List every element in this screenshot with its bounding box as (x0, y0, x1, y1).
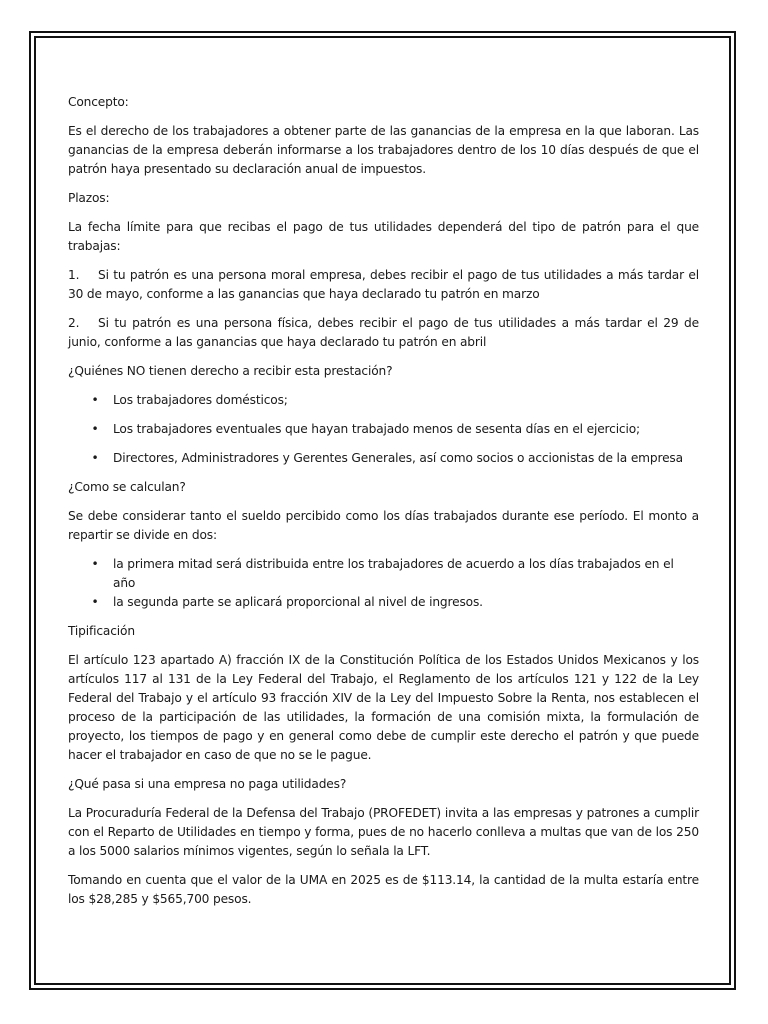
bullet-icon: • (91, 422, 99, 436)
multa-paragraph: Tomando en cuenta que el valor de la UMA en 2025 es de $113.14, la cantidad de la multa estaría entre los $28,285 y $565,700 pesos. (68, 873, 699, 906)
list-item-text: la segunda parte se aplicará proporcional al nivel de ingresos. (113, 595, 483, 609)
calculan-paragraph: Se debe considerar tanto el sueldo percibido como los días trabajados durante ese período. El monto a repartir se divide en dos: (68, 509, 699, 542)
list-item-text: Los trabajadores eventuales que hayan trabajado menos de sesenta días en el ejercicio; (113, 422, 640, 436)
list-item (68, 449, 699, 468)
list-item (68, 593, 699, 612)
concepto-paragraph: Es el derecho de los trabajadores a obtener parte de las ganancias de la empresa en la que laboran. Las ganancias de la empresa deberán informarse a los trabajadores dentro de los 10 días después de que el patrón haya presentado su declaración anual de impuestos. (68, 124, 699, 176)
list-item (68, 420, 699, 439)
tipificacion-heading: Tipificación (68, 624, 135, 638)
quienes-heading: ¿Quiénes NO tienen derecho a recibir esta prestación? (68, 364, 393, 378)
list-item (68, 555, 699, 593)
list-item-text: Los trabajadores domésticos; (113, 393, 288, 407)
list-item-text: Directores, Administradores y Gerentes Generales, así como socios o accionistas de la empresa (113, 451, 683, 465)
plazos-intro: La fecha límite para que recibas el pago de tus utilidades dependerá del tipo de patrón para el que trabajas: (68, 220, 699, 253)
plazos-item-number: 2. (68, 316, 80, 330)
list-item (68, 391, 699, 410)
tipificacion-paragraph: El artículo 123 apartado A) fracción IX de la Constitución Política de los Estados Unidos Mexicanos y los artículos 117 al 131 de la Ley Federal del Trabajo, el Reglamento de los artículos 121 y 122 de la Ley Federal del Trabajo y el artículo 93 fracción XIV de la Ley del Impuesto Sobre la Renta, nos establecen el proceso de la participación de las utilidades, la formación de una comisión mixta, la formulación de proyecto, los tiempos de pago y en general como debe de cumplir este derecho el patrón y que puede hacer el trabajador en caso de que no se le pague. (68, 653, 699, 762)
calculan-heading: ¿Como se calculan? (68, 480, 186, 494)
quienes-list (68, 391, 699, 468)
list-item-text: la primera mitad será distribuida entre los trabajadores de acuerdo a los días trabajados en el año (113, 557, 674, 590)
bullet-icon: • (91, 451, 99, 465)
bullet-icon: • (91, 557, 99, 571)
document-body (68, 93, 699, 919)
bullet-icon: • (91, 595, 99, 609)
concepto-heading: Concepto: (68, 95, 129, 109)
qpasa-heading: ¿Qué pasa si una empresa no paga utilidades? (68, 777, 347, 791)
qpasa-paragraph: La Procuraduría Federal de la Defensa del Trabajo (PROFEDET) invita a las empresas y patrones a cumplir con el Reparto de Utilidades en tiempo y forma, pues de no hacerlo conlleva a multas que van de los 250 a los 5000 salarios mínimos vigentes, según lo señala la LFT. (68, 806, 699, 858)
calculan-list (68, 555, 699, 612)
plazos-heading: Plazos: (68, 191, 110, 205)
plazos-item (68, 266, 699, 304)
bullet-icon: • (91, 393, 99, 407)
plazos-item-text: Si tu patrón es una persona física, debes recibir el pago de tus utilidades a más tardar el 29 de junio, conforme a las ganancias que haya declarado tu patrón en abril (68, 316, 699, 349)
plazos-item-text: Si tu patrón es una persona moral empresa, debes recibir el pago de tus utilidades a más tardar el 30 de mayo, conforme a las ganancias que haya declarado tu patrón en marzo (68, 268, 699, 301)
plazos-item-number: 1. (68, 268, 80, 282)
plazos-item (68, 314, 699, 352)
